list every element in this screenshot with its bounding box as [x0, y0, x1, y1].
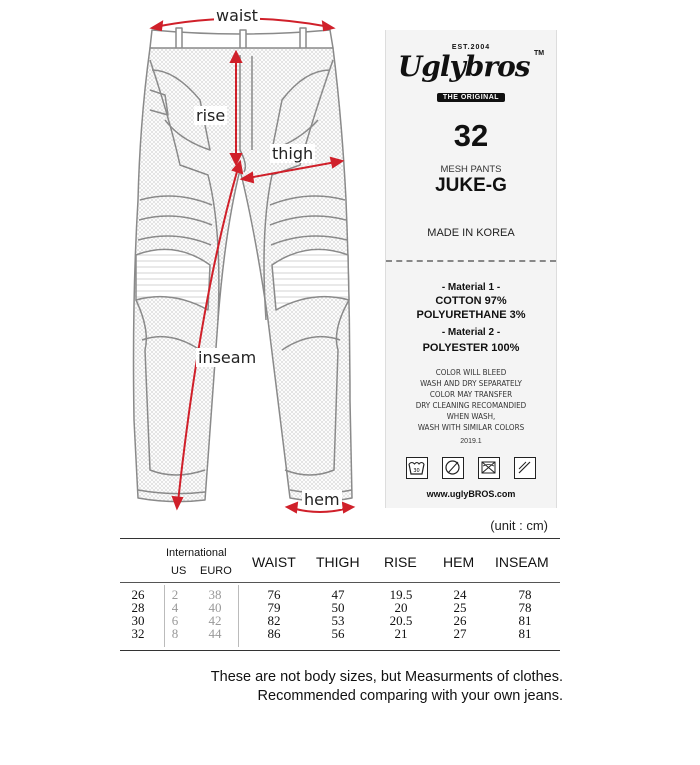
material1-line1: COTTON 97% [435, 295, 507, 307]
no-tumble-dry-icon [478, 457, 500, 479]
waist-cell: 76 [267, 587, 281, 602]
inseam-cell: 81 [518, 613, 532, 628]
euro-cell: 42 [208, 613, 222, 628]
care-line: WHEN WASH, [446, 412, 496, 421]
euro-header: EURO [200, 565, 232, 577]
hem-cell: 25 [453, 600, 467, 615]
us-header: US [171, 565, 187, 577]
size-cell: 30 [131, 613, 145, 628]
est-text: EST.2004 [451, 44, 491, 51]
unit-label: (unit : cm) [490, 518, 548, 533]
thigh-cell: 50 [331, 600, 345, 615]
col-waist-header: WAIST [252, 554, 296, 570]
tagline-ribbon [386, 86, 556, 104]
website-text: www.uglyBROS.com [426, 489, 516, 499]
rise-label: rise [196, 106, 226, 125]
care-instructions [386, 367, 556, 433]
material2-title: - Material 2 - [441, 327, 501, 338]
product-name: JUKE-G [435, 175, 507, 196]
international-header: International [166, 547, 227, 559]
us-cell: 6 [171, 613, 179, 628]
care-line: DRY CLEANING RECOMANDIED [415, 401, 527, 410]
material1-title: - Material 1 - [441, 282, 501, 293]
col-thigh-header: THIGH [316, 554, 360, 570]
brand-logo-text: Uglybros [397, 50, 530, 83]
care-line: WASH WITH SIMILAR COLORS [417, 423, 525, 432]
wash-temp: 30 [413, 468, 420, 474]
waist-cell: 79 [267, 600, 281, 615]
euro-cell: 40 [208, 600, 222, 615]
col-inseam-header: INSEAM [495, 554, 549, 570]
brand-logo [386, 50, 556, 83]
waist-cell: 86 [267, 626, 281, 641]
dry-clean-icon [442, 457, 464, 479]
inseam-label: inseam [198, 348, 257, 367]
care-line: WASH AND DRY SEPARATELY [420, 379, 522, 388]
inseam-cell: 78 [518, 587, 532, 602]
wash-30-icon [406, 457, 428, 479]
care-icons [406, 457, 536, 479]
rise-cell: 20 [394, 600, 408, 615]
hem-label: hem [304, 490, 340, 509]
divider [386, 260, 556, 262]
material1-line2: POLYURETHANE 3% [416, 309, 526, 321]
date-text: 2019.1 [460, 438, 482, 445]
origin-text: MADE IN KOREA [427, 227, 515, 239]
size-cell: 32 [131, 626, 145, 641]
tagline-text: THE ORIGINAL [437, 93, 505, 102]
euro-cell: 44 [208, 626, 222, 641]
size-cell: 28 [131, 600, 145, 615]
size-number: 32 [453, 118, 489, 153]
material2-line1: POLYESTER 100% [422, 342, 520, 354]
note-line2: Recommended comparing with your own jeans. [257, 688, 563, 704]
inseam-cell: 81 [518, 626, 532, 641]
rise-cell: 20.5 [389, 613, 413, 628]
note-line1: These are not body sizes, but Measurments of clothes. [210, 669, 563, 685]
rise-cell: 19.5 [389, 587, 413, 602]
thigh-cell: 53 [331, 613, 345, 628]
hem-cell: 27 [453, 626, 467, 641]
us-cell: 2 [171, 587, 179, 602]
waist-label: waist [216, 6, 258, 25]
inseam-cell: 78 [518, 600, 532, 615]
waist-cell: 82 [267, 613, 281, 628]
care-line: COLOR WILL BLEED [435, 368, 507, 377]
rise-cell: 21 [394, 626, 408, 641]
col-rise-header: RISE [384, 554, 417, 570]
product-type: MESH PANTS [440, 164, 502, 175]
care-line: COLOR MAY TRANSFER [429, 390, 513, 399]
pants-illustration [0, 0, 380, 520]
size-table [120, 538, 560, 651]
hem-cell: 26 [453, 613, 467, 628]
trademark: TM [534, 50, 545, 57]
hem-cell: 24 [453, 587, 467, 602]
us-cell: 4 [171, 600, 179, 615]
size-cell: 26 [131, 587, 145, 602]
thigh-cell: 47 [331, 587, 345, 602]
thigh-label: thigh [272, 144, 314, 163]
us-cell: 8 [171, 626, 179, 641]
header-divider [120, 582, 560, 583]
thigh-cell: 56 [331, 626, 345, 641]
euro-cell: 38 [208, 587, 222, 602]
drip-dry-icon [514, 457, 536, 479]
col-hem-header: HEM [443, 554, 475, 570]
disclaimer-note [211, 668, 563, 706]
care-label [385, 30, 557, 508]
